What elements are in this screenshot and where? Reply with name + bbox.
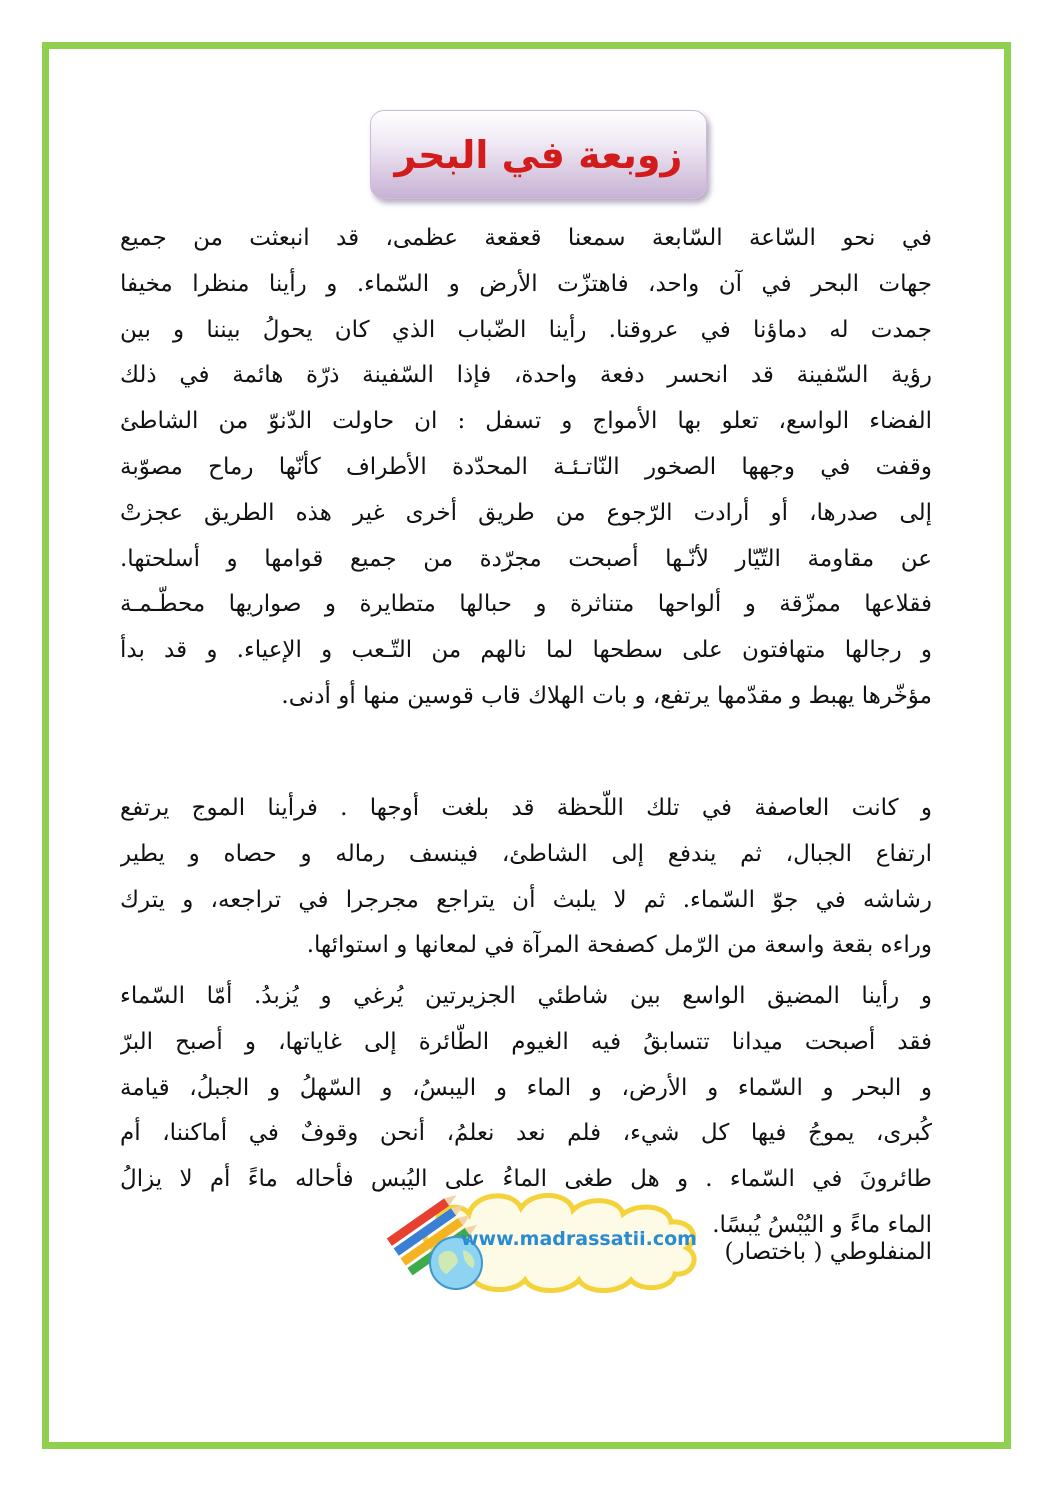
page-title: زوبعة في البحر bbox=[394, 132, 683, 177]
text-line: و كانت العاصفة في تلك اللّحظة قد بلغت أوجها . فرأينا الموج يرتفع bbox=[120, 795, 932, 821]
paragraph-1 bbox=[120, 216, 932, 720]
watermark-logo bbox=[383, 1176, 771, 1298]
text-line: فقد أصبحت ميدانا تتسابقُ فيه الغيوم الطّائرة إلى غاياتها، و أصبح البرّ bbox=[120, 1028, 932, 1055]
text-line: في نحو السّاعة السّابعة سمعنا قعقعة عظمى، قد انبعثت من جميع bbox=[120, 225, 932, 251]
title-banner bbox=[370, 110, 707, 199]
text-line: وقفت في وجهها الصخور النّاتـئـة المحدّدة الأطراف كأنّها رماح مصوّبة bbox=[120, 453, 932, 480]
text-line: وراءه بقعة واسعة من الرّمل كصفحة المرآة في لمعانها و استوائها. bbox=[306, 932, 932, 959]
text-line: كُبرى، يموجُ فيها كل شيء، فلم نعد نعلمُ، أنحن وقوفٌ في أماكننا، أم bbox=[120, 1120, 932, 1147]
text-line: الفضاء الواسع، تعلو بها الأمواج و تسفل : ان حاولت الدّنوّ من الشاطئ bbox=[120, 408, 932, 435]
text-line: رشاشه في جوّ السّماء. ثم لا يلبث أن يتراجع مجرجرا في تراجعه، و يترك bbox=[120, 886, 932, 913]
watermark-url: www.madrassatii.com bbox=[461, 1228, 697, 1250]
text-line: و رأينا المضيق الواسع بين شاطئي الجزيرتين يُرغي و يُزبدُ. أمّا السّماء bbox=[120, 983, 932, 1009]
text-line: إلى صدرها، أو أرادت الرّجوع من طريق أخرى غير هذه الطريق عجزتْ bbox=[120, 499, 932, 526]
text-line: الماء ماءً و اليُبْسُ يُبسًا. bbox=[712, 1211, 932, 1238]
text-line: ارتفاع الجبال، ثم يندفع إلى الشاطئ، فينسف رماله و حصاه و يطير bbox=[120, 840, 932, 867]
text-line: جهات البحر في آن واحد، فاهتزّت الأرض و السّماء. و رأينا منظرا مخيفا bbox=[120, 270, 932, 297]
paragraph-2 bbox=[120, 786, 932, 969]
text-line: رؤية السّفينة قد انحسر دفعة واحدة، فإذا السّفينة ذرّة هائمة في ذلك bbox=[120, 362, 932, 389]
text-line: طائرونَ في السّماء . و هل طغى الماءُ على اليُبس فأحاله ماءً أم لا يزالُ bbox=[120, 1166, 932, 1193]
text-line: عن مقاومة التّيّار لأنّـها أصبحت مجرّدة من جميع قوامها و أسلحتها. bbox=[120, 545, 932, 572]
text-line: جمدت له دماؤنا في عروقنا. رأينا الضّباب الذي كان يحولُ بيننا و بين bbox=[120, 316, 932, 343]
text-line: و البحر و السّماء و الأرض، و الماء و اليبسُ، و السّهلُ و الجبلُ، قيامة bbox=[120, 1074, 932, 1101]
text-line: فقلاعها ممزّقة و ألواحها متناثرة و حبالها متطايرة و صواريها محطّـمـة bbox=[120, 591, 932, 618]
text-line: و رجالها متهافتون على سطحها لما نالهم من التّـعب و الإعياء. و قد بدأ bbox=[120, 637, 932, 664]
text-line: مؤخّرها يهبط و مقدّمها يرتفع، و بات الهلاك قاب قوسين منها أو أدنى. bbox=[281, 682, 932, 709]
author-attribution: المنفلوطي ( باختصار) bbox=[724, 1239, 932, 1265]
